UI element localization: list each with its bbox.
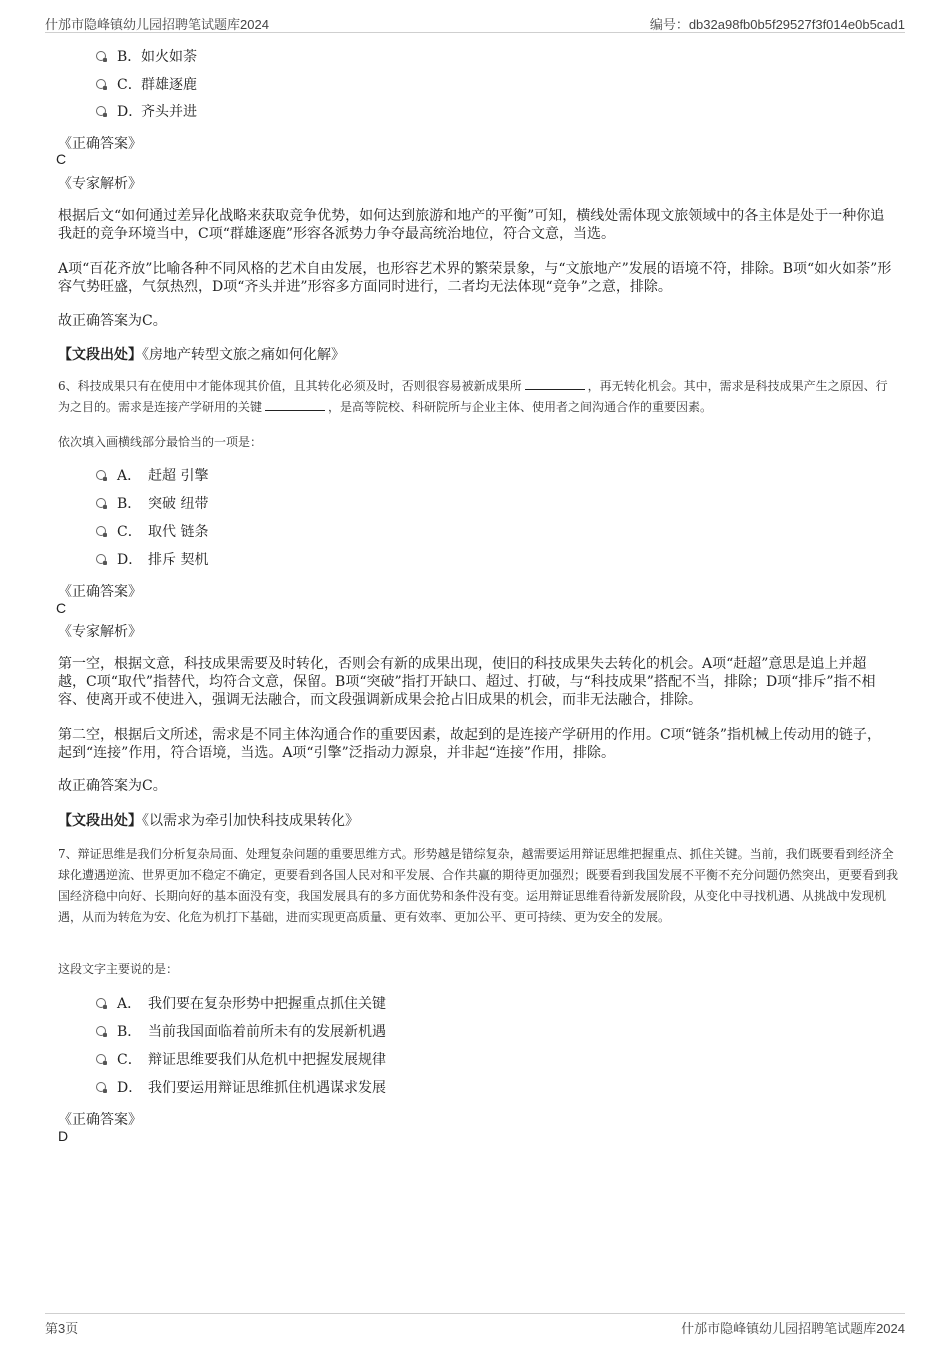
source-title: 《房地产转型文旅之痛如何化解》: [142, 347, 345, 363]
option-text: 赶超 引擎: [148, 468, 209, 484]
option-text: 如火如荼: [141, 49, 197, 65]
radio-icon[interactable]: [96, 1082, 106, 1092]
q6-blank-2: [265, 398, 325, 411]
q6-stem-part3: ，是高等院校、科研院所与企业主体、使用者之间沟通合作的重要因素。: [328, 400, 713, 414]
option-text: 我们要在复杂形势中把握重点抓住关键: [148, 996, 386, 1012]
radio-icon[interactable]: [96, 526, 106, 536]
option-letter: C．: [117, 1052, 142, 1068]
q6-blank-1: [525, 377, 585, 390]
page-number: 第3页: [45, 1321, 79, 1336]
option-letter: B．: [117, 496, 142, 512]
radio-icon[interactable]: [96, 79, 106, 89]
option-letter: C．: [117, 77, 142, 93]
option-text: 当前我国面临着前所未有的发展新机遇: [148, 1024, 386, 1040]
q5-analysis-paragraph-2: A项“百花齐放”比喻各种不同风格的艺术自由发展，也形容艺术界的繁荣景象，与“文旅地产”发展的语境不符，排除。B项“如火如荼”形容气势旺盛，气氛热烈，D项“齐头并进”形容多方面同时进行，二者均无法体现“竞争”之意，排除。: [58, 261, 892, 295]
source-prefix: 【文段出处】: [58, 347, 142, 363]
q6-stem: [58, 376, 898, 418]
option-letter: B．: [117, 1024, 142, 1040]
q5-analysis-paragraph-1: 根据后文“如何通过差异化战略来获取竞争优势，如何达到旅游和地产的平衡”可知，横线处需体现文旅领域中的各主体是处于一种你追我赶的竞争环境当中，C项“群雄逐鹿”形容各派势力争夺最高统治地位，符合文意，当选。: [58, 208, 885, 242]
q5-answer: C: [56, 151, 67, 167]
page-header: [45, 12, 905, 33]
q7-answer: D: [58, 1128, 69, 1144]
q6-prompt: 依次填入画横线部分最恰当的一项是：: [58, 435, 263, 449]
radio-icon[interactable]: [96, 998, 106, 1008]
radio-icon[interactable]: [96, 1054, 106, 1064]
source-title: 《以需求为牵引加快科技成果转化》: [142, 813, 359, 829]
radio-icon[interactable]: [96, 106, 106, 116]
option-text: 突破 纽带: [148, 496, 209, 512]
radio-icon[interactable]: [96, 554, 106, 564]
radio-icon[interactable]: [96, 498, 106, 508]
q5-analysis-conclusion: 故正确答案为C。: [58, 313, 167, 329]
radio-icon[interactable]: [96, 470, 106, 480]
q6-expert-analysis-label: 《专家解析》: [58, 624, 142, 640]
q6-stem-part2: ，再无转化机会。其中，需求是科技成果产生之原因、行为之目的。需求是连接产学研用的关键: [58, 379, 888, 414]
q5-correct-answer-label: 《正确答案》: [58, 136, 142, 152]
footer-title: 什邡市隐峰镇幼儿园招聘笔试题库2024: [681, 1321, 905, 1336]
q5-source: [58, 344, 345, 364]
option-text: 我们要运用辩证思维抓住机遇谋求发展: [148, 1080, 386, 1096]
option-letter: D．: [117, 552, 143, 568]
option-letter: C．: [117, 524, 142, 540]
source-prefix: 【文段出处】: [58, 813, 142, 829]
option-text: 取代 链条: [148, 524, 209, 540]
q6-stem-part1: 6、科技成果只有在使用中才能体现其价值，且其转化必须及时，否则很容易被新成果所: [58, 379, 522, 393]
option-letter: D．: [117, 104, 143, 120]
q6-analysis-paragraph-2: 第二空，根据后文所述，需求是不同主体沟通合作的重要因素，故起到的是连接产学研用的作用。C项“链条”指机械上传动用的链子，起到“连接”作用，符合语境，当选。A项“引擎”泛指动力源泉，并非起“连接”作用，排除。: [58, 727, 882, 761]
option-letter: A．: [117, 468, 142, 484]
option-letter: D．: [117, 1080, 143, 1096]
q6-analysis-conclusion: 故正确答案为C。: [58, 778, 167, 794]
q6-analysis-paragraph-1: 第一空，根据文意，科技成果需要及时转化，否则会有新的成果出现，使旧的科技成果失去转化的机会。A项“赶超”意思是追上并超越，C项“取代”指替代，均符合文意，保留。B项“突破”指打开缺口、超过、打破，与“科技成果”搭配不当，排除；D项“排斥”指不相容、使离开或不使进入，强调无法融合，而文段强调新成果会抢占旧成果的机会，而非无法融合，排除。: [58, 656, 876, 708]
option-text: 辩证思维要我们从危机中把握发展规律: [148, 1052, 386, 1068]
q6-answer: C: [56, 600, 67, 616]
option-text: 群雄逐鹿: [141, 77, 197, 93]
document-id: 编号：db32a98fb0b5f29527f3f014e0b5cad1: [649, 17, 905, 32]
q7-prompt: 这段文字主要说的是：: [58, 962, 179, 976]
q6-source: [58, 810, 359, 830]
option-letter: A．: [117, 996, 142, 1012]
radio-icon[interactable]: [96, 51, 106, 61]
option-letter: B．: [117, 49, 142, 65]
q7-stem: 7、辩证思维是我们分析复杂局面、处理复杂问题的重要思维方式。形势越是错综复杂，越需要运用辩证思维把握重点、抓住关键。当前，我们既要看到经济全球化遭遇逆流、世界更加不稳定不确定，更要看到各国人民对和平发展、合作共赢的期待更加强烈；既要看到我国发展不平衡不充分问题仍然突出，更要看到我国经济稳中向好、长期向好的基本面没有变，我国发展具有的多方面优势和条件没有变。运用辩证思维看待新发展阶段，从变化中寻找机遇、从挑战中发现机遇，从而为转危为安、化危为机打下基础，进而实现更高质量、更有效率、更加公平、更可持续、更为安全的发展。: [58, 847, 899, 924]
option-text: 齐头并进: [141, 104, 197, 120]
header-title: 什邡市隐峰镇幼儿园招聘笔试题库2024: [45, 17, 269, 32]
q6-correct-answer-label: 《正确答案》: [58, 584, 142, 600]
radio-icon[interactable]: [96, 1026, 106, 1036]
q5-expert-analysis-label: 《专家解析》: [58, 176, 142, 192]
option-text: 排斥 契机: [148, 552, 209, 568]
page-footer: [45, 1313, 905, 1338]
q7-correct-answer-label: 《正确答案》: [58, 1112, 142, 1128]
